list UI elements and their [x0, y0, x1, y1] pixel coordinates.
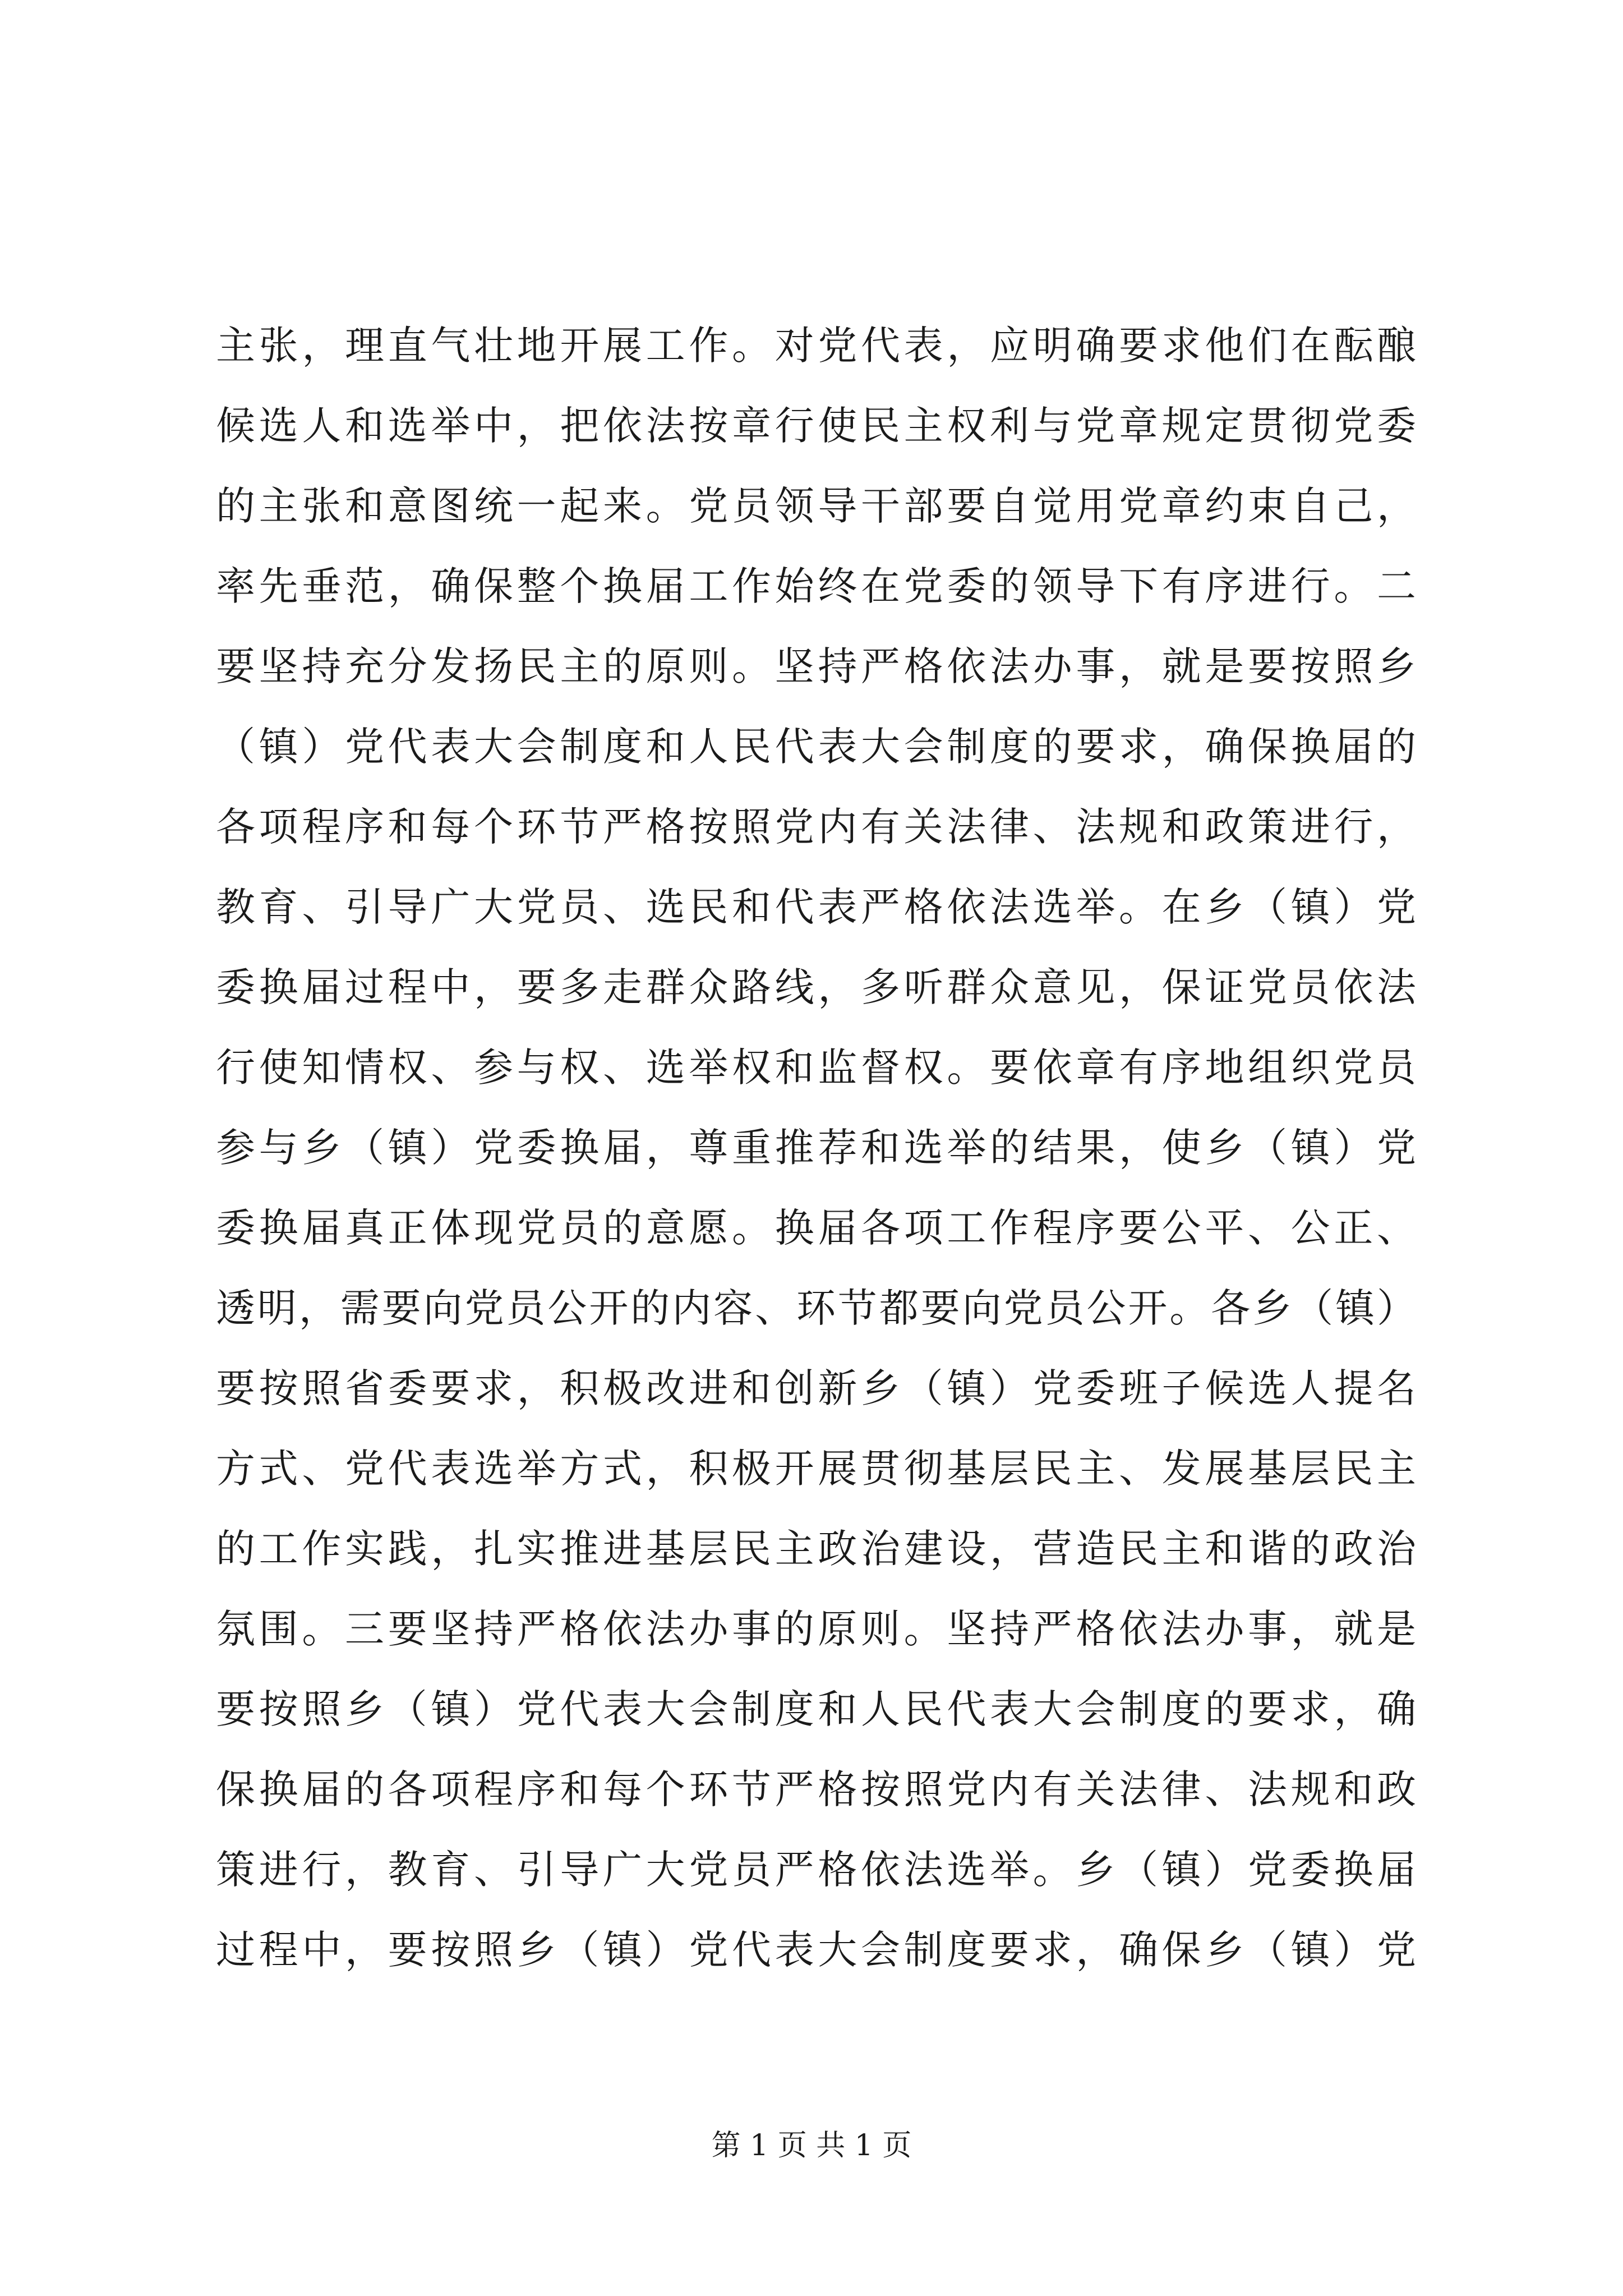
text-line: 率先垂范，确保整个换届工作始终在党委的领导下有序进行。二	[216, 563, 1416, 609]
text-line: 透明，需要向党员公开的内容、环节都要向党员公开。各乡（镇）	[216, 1285, 1416, 1331]
text-line: 要按照乡（镇）党代表大会制度和人民代表大会制度的要求，确	[216, 1686, 1416, 1732]
text-line: 方式、党代表选举方式，积极开展贯彻基层民主、发展基层民主	[216, 1446, 1416, 1492]
text-line: 教育、引导广大党员、选民和代表严格依法选举。在乡（镇）党	[216, 884, 1416, 930]
text-line: 的主张和意图统一起来。党员领导干部要自觉用党章约束自己，	[216, 483, 1416, 529]
text-line: 要坚持充分发扬民主的原则。坚持严格依法办事，就是要按照乡	[216, 643, 1416, 689]
text-line: 保换届的各项程序和每个环节严格按照党内有关法律、法规和政	[216, 1766, 1416, 1812]
text-line: 主张，理直气壮地开展工作。对党代表，应明确要求他们在酝酿	[216, 323, 1416, 369]
text-line: 委换届过程中，要多走群众路线，多听群众意见，保证党员依法	[216, 964, 1416, 1010]
text-line: 策进行，教育、引导广大党员严格依法选举。乡（镇）党委换届	[216, 1847, 1416, 1893]
text-line: （镇）党代表大会制度和人民代表大会制度的要求，确保换届的	[216, 724, 1416, 770]
text-line: 的工作实践，扎实推进基层民主政治建设，营造民主和谐的政治	[216, 1526, 1416, 1572]
text-line: 过程中，要按照乡（镇）党代表大会制度要求，确保乡（镇）党	[216, 1927, 1416, 1973]
text-line: 委换届真正体现党员的意愿。换届各项工作程序要公平、公正、	[216, 1205, 1416, 1251]
text-line: 行使知情权、参与权、选举权和监督权。要依章有序地组织党员	[216, 1045, 1416, 1091]
text-line: 各项程序和每个环节严格按照党内有关法律、法规和政策进行，	[216, 804, 1416, 850]
text-line: 氛围。三要坚持严格依法办事的原则。坚持严格依法办事，就是	[216, 1606, 1416, 1652]
text-line: 要按照省委要求，积极改进和创新乡（镇）党委班子候选人提名	[216, 1365, 1416, 1411]
page-footer: 第 1 页 共 1 页	[711, 2129, 912, 2162]
text-line: 参与乡（镇）党委换届，尊重推荐和选举的结果，使乡（镇）党	[216, 1125, 1416, 1171]
text-line: 候选人和选举中，把依法按章行使民主权利与党章规定贯彻党委	[216, 403, 1416, 449]
body-text	[216, 306, 1416, 1990]
